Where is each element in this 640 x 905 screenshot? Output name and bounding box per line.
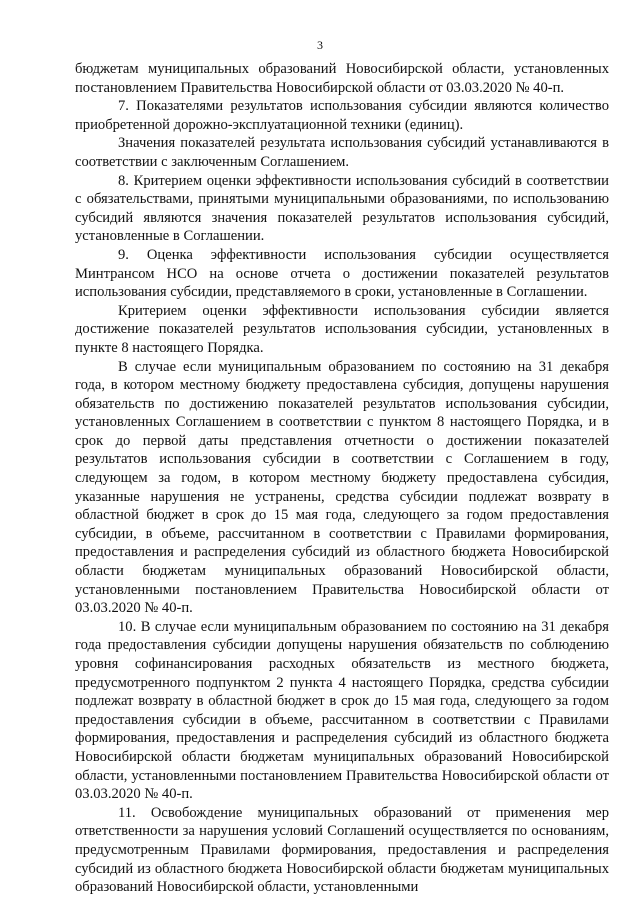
paragraph-continuation: бюджетам муниципальных образований Новосибирской области, установленных постановлением Правительства Новосибирской области от 03.03.2020 № 40-п. xyxy=(75,61,609,96)
paragraph-item-7: 7. Показателями результатов использования субсидии являются количество приобретенной дорожно-эксплуатационной техники (единиц). xyxy=(75,98,609,133)
paragraph-efficiency-criterion: Критерием оценки эффективности использования субсидии является достижение показателей результатов использования субсидии, установленных в пункте 8 настоящего Порядка. xyxy=(75,302,609,356)
paragraph-item-9: 9. Оценка эффективности использования субсидии осуществляется Минтрансом НСО на основе отчета о достижении показателей результатов использования субсидии, представляемого в сроки, установленные в Соглашении. xyxy=(75,246,609,301)
paragraph-violation-return: В случае если муниципальным образованием по состоянию на 31 декабря года, в котором местному бюджету предоставлена субсидия, допущены нарушения обязательств по достижению показателей результатов использования субсидии, установленных Соглашением в соответствии с пунктом 8 настоящего Порядка, и в срок до первой даты представления отчетности о достижении показателей результатов использования субсидии в соответствии с Соглашением в году, следующем за годом, в котором местному бюджету предоставлена субсидия, указанные нарушения не устранены, средства субсидии подлежат возврату в областной бюджет в срок до 15 мая года, следующего за годом предоставления субсидии, в объеме, рассчитанном в соответствии с Правилами формирования, предоставления и распределения субсидий из областного бюджета Новосибирской области бюджетам муниципальных образований Новосибирской области, установленными постановлением Правительства Новосибирской области от 03.03.2020 № 40-п. xyxy=(75,358,609,617)
paragraph-item-8: 8. Критерием оценки эффективности использования субсидий в соответствии с обязательствами, принятыми муниципальными образованиями, по использованию субсидий являются значения показателей результатов использования субсидий, установленные в Соглашении. xyxy=(75,172,609,245)
paragraph-item-11: 11. Освобождение муниципальных образований от применения мер ответственности за нарушения условий Соглашений осуществляется по основаниям, предусмотренным Правилами формирования, предоставления и распределения субсидий из областного бюджета Новосибирской области бюджетам муниципальных образований Новосибирской области, установленными xyxy=(75,804,609,896)
paragraph-result-values: Значения показателей результата использования субсидий устанавливаются в соответствии с заключенным Соглашением. xyxy=(75,135,609,170)
page-number: 3 xyxy=(317,38,323,52)
document-body xyxy=(75,60,609,897)
paragraph-item-10: 10. В случае если муниципальным образованием по состоянию на 31 декабря года предоставления субсидии допущены нарушения обязательств по соблюдению уровня софинансирования расходных обязательств из местного бюджета, предусмотренного подпунктом 2 пункта 4 настоящего Порядка, средства субсидии подлежат возврату в областной бюджет в срок до 15 мая года, следующего за годом предоставления субсидии в объеме, рассчитанном в соответствии с Правилами формирования, предоставления и распределения субсидий из областного бюджета Новосибирской области бюджетам муниципальных образований Новосибирской области, установленными постановлением Правительства Новосибирской области от 03.03.2020 № 40-п. xyxy=(75,618,609,803)
